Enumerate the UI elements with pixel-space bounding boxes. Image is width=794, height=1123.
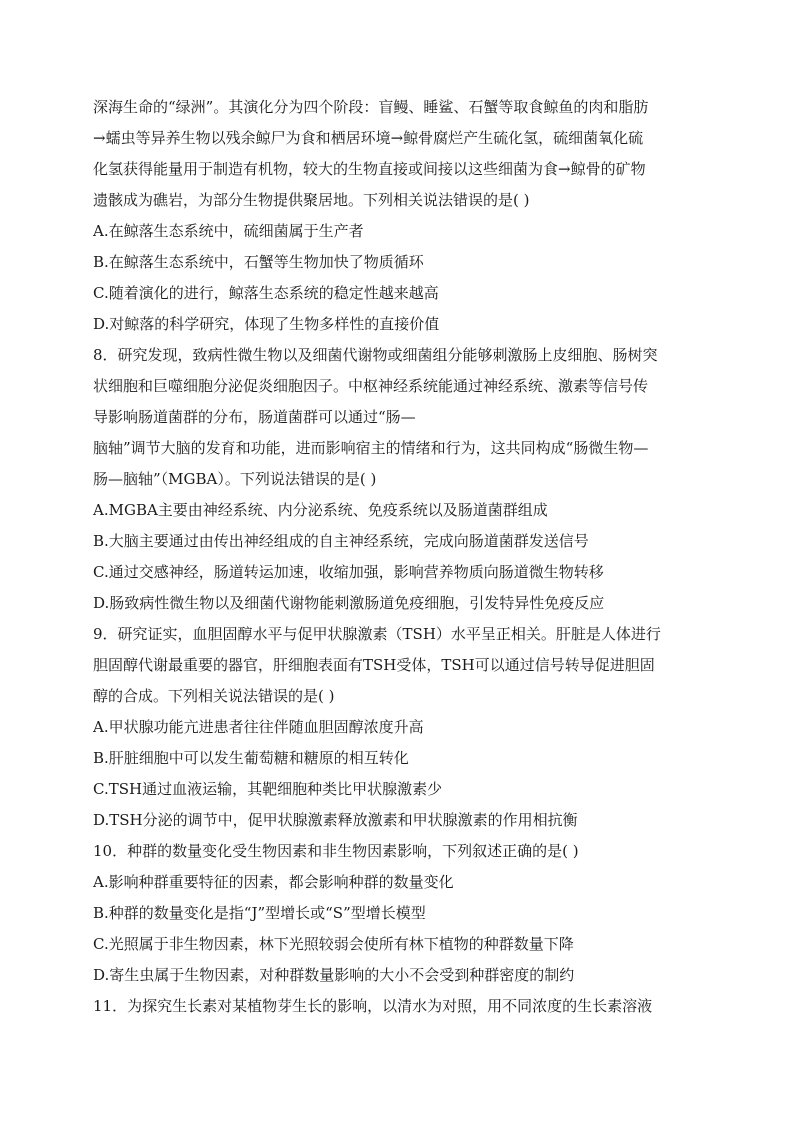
option-b: B.大脑主要通过由传出神经组成的自主神经系统，完成向肠道菌群发送信号 [93, 532, 589, 550]
option-d: D.肠致病性微生物以及细菌代谢物能刺激肠道免疫细胞，引发特异性免疫反应 [93, 594, 605, 612]
option-b: B.种群的数量变化是指“J”型增长或“S”型增长模型 [93, 904, 426, 922]
question-8-line: 8．研究发现，致病性微生物以及细菌代谢物或细菌组分能够刺激肠上皮细胞、肠树突 [93, 346, 658, 364]
text-line: 化氢获得能量用于制造有机物，较大的生物直接或间接以这些细菌为食→鲸骨的矿物 [93, 160, 646, 178]
option-b: B.在鲸落生态系统中，石蟹等生物加快了物质循环 [93, 253, 424, 271]
option-c: C.TSH通过血液运输，其靶细胞种类比甲状腺激素少 [93, 780, 443, 798]
text-line: 肠—脑轴”（MGBA）。下列说法错误的是( ) [93, 470, 377, 488]
option-a: A.在鲸落生态系统中，硫细菌属于生产者 [93, 222, 364, 240]
question-10-line: 10．种群的数量变化受生物因素和非生物因素影响，下列叙述正确的是( ) [93, 842, 579, 860]
text-line: →蠕虫等异养生物以残余鲸尸为食和栖居环境→鲸骨腐烂产生硫化氢，硫细菌氧化硫 [93, 129, 644, 147]
question-11-line: 11．为探究生长素对某植物芽生长的影响，以清水为对照，用不同浓度的生长素溶液 [93, 997, 653, 1015]
text-line: 胆固醇代谢最重要的器官，肝细胞表面有TSH受体，TSH可以通过信号转导促进胆固 [93, 656, 655, 674]
text-line: 醇的合成。下列相关说法错误的是( ) [93, 687, 335, 705]
text-line: 脑轴”调节大脑的发育和功能，进而影响宿主的情绪和行为，这共同构成“肠微生物— [93, 439, 649, 457]
option-b: B.肝脏细胞中可以发生葡萄糖和糖原的相互转化 [93, 749, 409, 767]
option-d: D.对鲸落的科学研究，体现了生物多样性的直接价值 [93, 315, 440, 333]
question-text-body [93, 92, 703, 1022]
option-d: D.寄生虫属于生物因素，对种群数量影响的大小不会受到种群密度的制约 [93, 966, 575, 984]
option-c: C.光照属于非生物因素，林下光照较弱会使所有林下植物的种群数量下降 [93, 935, 574, 953]
question-9-line: 9．研究证实，血胆固醇水平与促甲状腺激素（TSH）水平呈正相关。肝脏是人体进行 [93, 625, 661, 643]
option-d: D.TSH分泌的调节中，促甲状腺激素释放激素和甲状腺激素的作用相抗衡 [93, 811, 578, 829]
option-c: C.通过交感神经，肠道转运加速，收缩加强，影响营养物质向肠道微生物转移 [93, 563, 604, 581]
option-a: A.MGBA主要由神经系统、内分泌系统、免疫系统以及肠道菌群组成 [93, 501, 548, 519]
option-a: A.影响种群重要特征的因素，都会影响种群的数量变化 [93, 873, 454, 891]
option-c: C.随着演化的进行，鲸落生态系统的稳定性越来越高 [93, 284, 439, 302]
text-line: 状细胞和巨噬细胞分泌促炎细胞因子。中枢神经系统能通过神经系统、激素等信号传 [93, 377, 649, 395]
text-line: 导影响肠道菌群的分布，肠道菌群可以通过“肠— [93, 408, 416, 426]
option-a: A.甲状腺功能亢进患者往往伴随血胆固醇浓度升高 [93, 718, 424, 736]
text-line: 遗骸成为礁岩，为部分生物提供聚居地。下列相关说法错误的是( ) [93, 191, 530, 209]
text-line: 深海生命的“绿洲”。其演化分为四个阶段：盲鳗、睡鲨、石蟹等取食鲸鱼的肉和脂肪 [93, 98, 649, 116]
